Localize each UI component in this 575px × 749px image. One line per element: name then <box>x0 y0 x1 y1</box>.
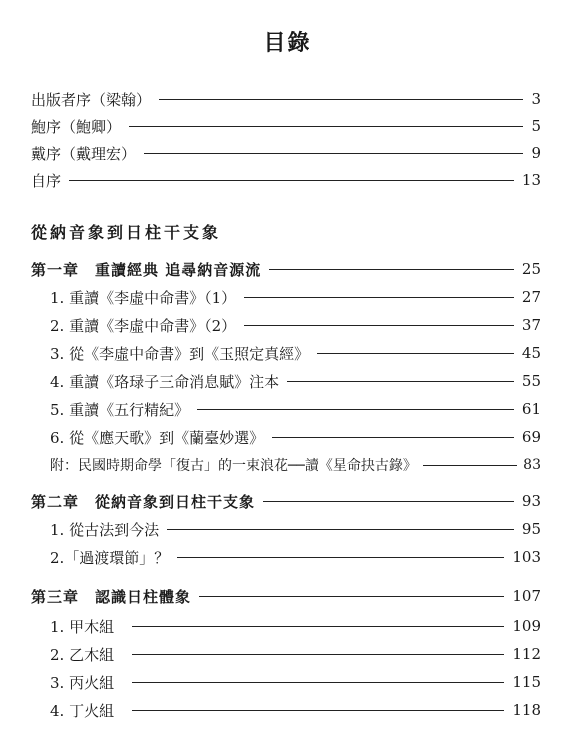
leader-line <box>159 99 523 100</box>
toc-item-label: 5. 重讀《五行精紀》 <box>50 400 190 419</box>
toc-page-number: 25 <box>521 260 541 278</box>
toc-item-label: 2.「過渡環節」？ <box>50 548 170 567</box>
leader-line <box>199 596 504 597</box>
toc-item[interactable] <box>50 615 541 637</box>
leader-line <box>132 682 504 683</box>
toc-item-label: 3. 丙火組 <box>50 673 115 692</box>
toc-page-number: 13 <box>521 171 541 189</box>
leader-line <box>129 126 523 127</box>
toc-item[interactable] <box>50 671 541 693</box>
toc-page-number: 93 <box>521 492 541 510</box>
toc-item-label: 3. 從《李虛中命書》到《玉照定真經》 <box>50 344 310 363</box>
leader-line <box>263 501 514 502</box>
toc-item-label: 1. 重讀《李虛中命書》（1） <box>50 288 237 307</box>
toc-item-label: 2. 重讀《李虛中命書》（2） <box>50 316 237 335</box>
toc-item[interactable] <box>50 342 541 364</box>
toc-page-number: 69 <box>521 428 541 446</box>
toc-chapter-label: 第一章 重讀經典 追尋納音源流 <box>31 260 262 279</box>
toc-item[interactable] <box>50 286 541 308</box>
toc-item[interactable] <box>50 426 541 448</box>
leader-line <box>177 557 504 558</box>
toc-page-number: 55 <box>521 372 541 390</box>
toc-page-number: 9 <box>531 144 541 162</box>
leader-line <box>244 297 514 298</box>
toc-item[interactable] <box>50 370 541 392</box>
toc-chapter-1[interactable] <box>31 258 541 280</box>
toc-page-number: 112 <box>512 645 541 663</box>
toc-entry-label: 鮑序（鮑卿） <box>31 117 122 136</box>
toc-page-number: 118 <box>512 701 541 719</box>
toc-entry-label: 戴序（戴理宏） <box>31 144 137 163</box>
toc-item-label: 4. 丁火組 <box>50 701 115 720</box>
leader-line <box>317 353 514 354</box>
leader-line <box>244 325 514 326</box>
leader-line <box>132 654 504 655</box>
page-title: 目錄 <box>263 30 312 56</box>
leader-line <box>423 465 517 466</box>
toc-item-appendix[interactable] <box>50 454 541 476</box>
toc-item[interactable] <box>50 518 541 540</box>
leader-line <box>269 269 514 270</box>
toc-page-number: 107 <box>512 587 541 605</box>
toc-entry-preface-dai[interactable] <box>31 142 541 164</box>
toc-item-label: 1. 甲木組 <box>50 617 115 636</box>
leader-line <box>69 180 514 181</box>
toc-entry-preface-publisher[interactable] <box>31 88 541 110</box>
toc-entry-preface-author[interactable] <box>31 169 541 191</box>
leader-line <box>287 381 514 382</box>
toc-chapter-2[interactable] <box>31 490 541 512</box>
toc-entry-label: 自序 <box>31 171 62 190</box>
leader-line <box>132 626 504 627</box>
toc-page-number: 103 <box>512 548 541 566</box>
toc-chapter-label: 第二章 從納音象到日柱干支象 <box>31 492 256 511</box>
toc-page-number: 83 <box>523 457 541 473</box>
section-heading: 從納音象到日柱干支象 <box>31 223 222 242</box>
toc-page-number: 95 <box>521 520 541 538</box>
toc-item-label: 6. 從《應天歌》到《蘭臺妙選》 <box>50 428 265 447</box>
leader-line <box>272 437 514 438</box>
toc-item[interactable] <box>50 699 541 721</box>
leader-line <box>197 409 514 410</box>
toc-page-number: 37 <box>521 316 541 334</box>
toc-item[interactable] <box>50 546 541 568</box>
leader-line <box>132 710 504 711</box>
toc-page-number: 61 <box>521 400 541 418</box>
toc-page-number: 5 <box>531 117 541 135</box>
toc-chapter-3[interactable] <box>31 585 541 607</box>
toc-page-number: 109 <box>512 617 541 635</box>
toc-page-number: 115 <box>512 673 541 691</box>
toc-item-label: 附：民國時期命學「復古」的一束浪花──讀《星命抉古錄》 <box>50 458 417 474</box>
toc-item-label: 1. 從古法到今法 <box>50 520 160 539</box>
toc-item[interactable] <box>50 314 541 336</box>
toc-item[interactable] <box>50 643 541 665</box>
toc-page-number: 27 <box>521 288 541 306</box>
toc-entry-preface-bao[interactable] <box>31 115 541 137</box>
toc-page-number: 3 <box>531 90 541 108</box>
toc-page-number: 45 <box>521 344 541 362</box>
toc-chapter-label: 第三章 認識日柱體象 <box>31 587 192 606</box>
leader-line <box>144 153 523 154</box>
toc-item-label: 2. 乙木組 <box>50 645 115 664</box>
toc-item[interactable] <box>50 398 541 420</box>
toc-item-label: 4. 重讀《珞琭子三命消息賦》注本 <box>50 372 280 391</box>
leader-line <box>167 529 514 530</box>
toc-entry-label: 出版者序（梁翰） <box>31 90 152 109</box>
